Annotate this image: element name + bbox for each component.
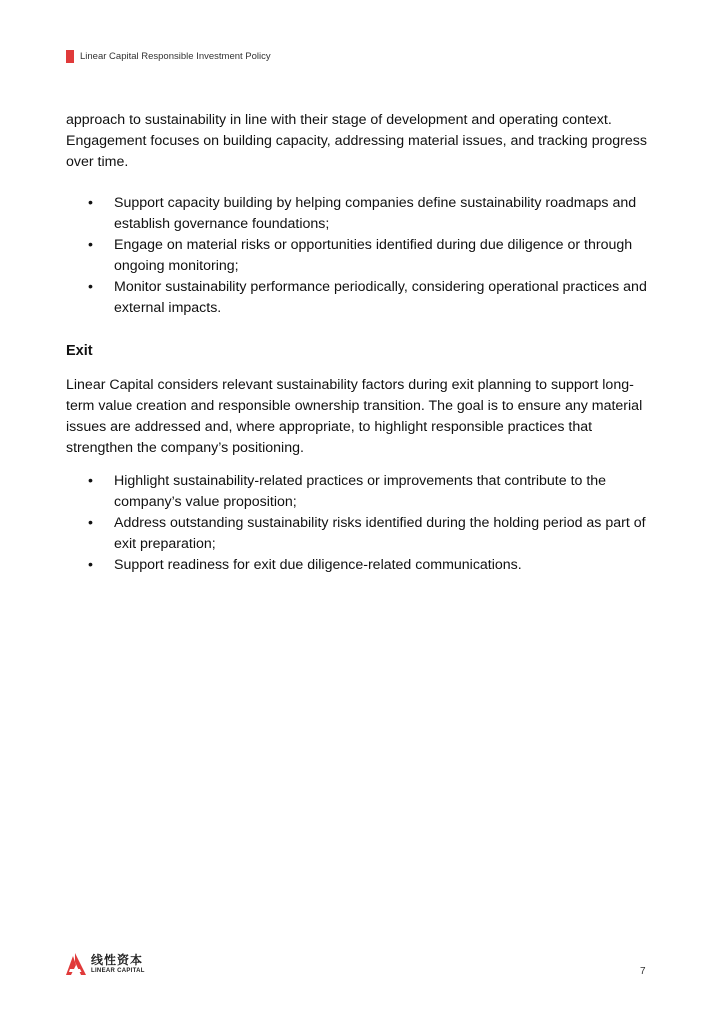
page-content — [66, 110, 656, 576]
logo-english-text: LINEAR CAPITAL — [91, 968, 145, 974]
linear-capital-logo-icon — [66, 953, 86, 975]
page-header — [66, 50, 271, 63]
header-accent-mark — [66, 50, 74, 63]
exit-list — [66, 471, 656, 576]
list-item: • Monitor sustainability performance periodically, considering operational practices and external impacts. — [114, 277, 656, 319]
footer-logo — [66, 953, 145, 975]
page-number: 7 — [640, 966, 646, 977]
intro-paragraph: approach to sustainability in line with their stage of development and operating context. Engagement focuses on building capacity, addressing material issues, and tracking progress over time. — [66, 112, 647, 170]
list-item: • Engage on material risks or opportunities identified during due diligence or through ongoing monitoring; — [114, 235, 656, 277]
list-item: • Highlight sustainability-related practices or improvements that contribute to the company’s value proposition; — [114, 471, 656, 513]
logo-chinese-text: 线性资本 — [91, 953, 144, 967]
list-item: • Address outstanding sustainability risks identified during the holding period as part of exit preparation; — [114, 513, 656, 555]
exit-paragraph: Linear Capital considers relevant sustainability factors during exit planning to support long-term value creation and responsible ownership transition. The goal is to ensure any material issues are addressed and, where appropriate, to highlight responsible practices that strengthen the company’s positioning. — [66, 377, 643, 456]
document-title: Linear Capital Responsible Investment Policy — [80, 51, 271, 62]
list-item: • Support capacity building by helping companies define sustainability roadmaps and establish governance foundations; — [114, 193, 656, 235]
list-item: • Support readiness for exit due diligence-related communications. — [114, 555, 656, 576]
engagement-list — [66, 193, 656, 319]
exit-heading: Exit — [66, 343, 93, 359]
